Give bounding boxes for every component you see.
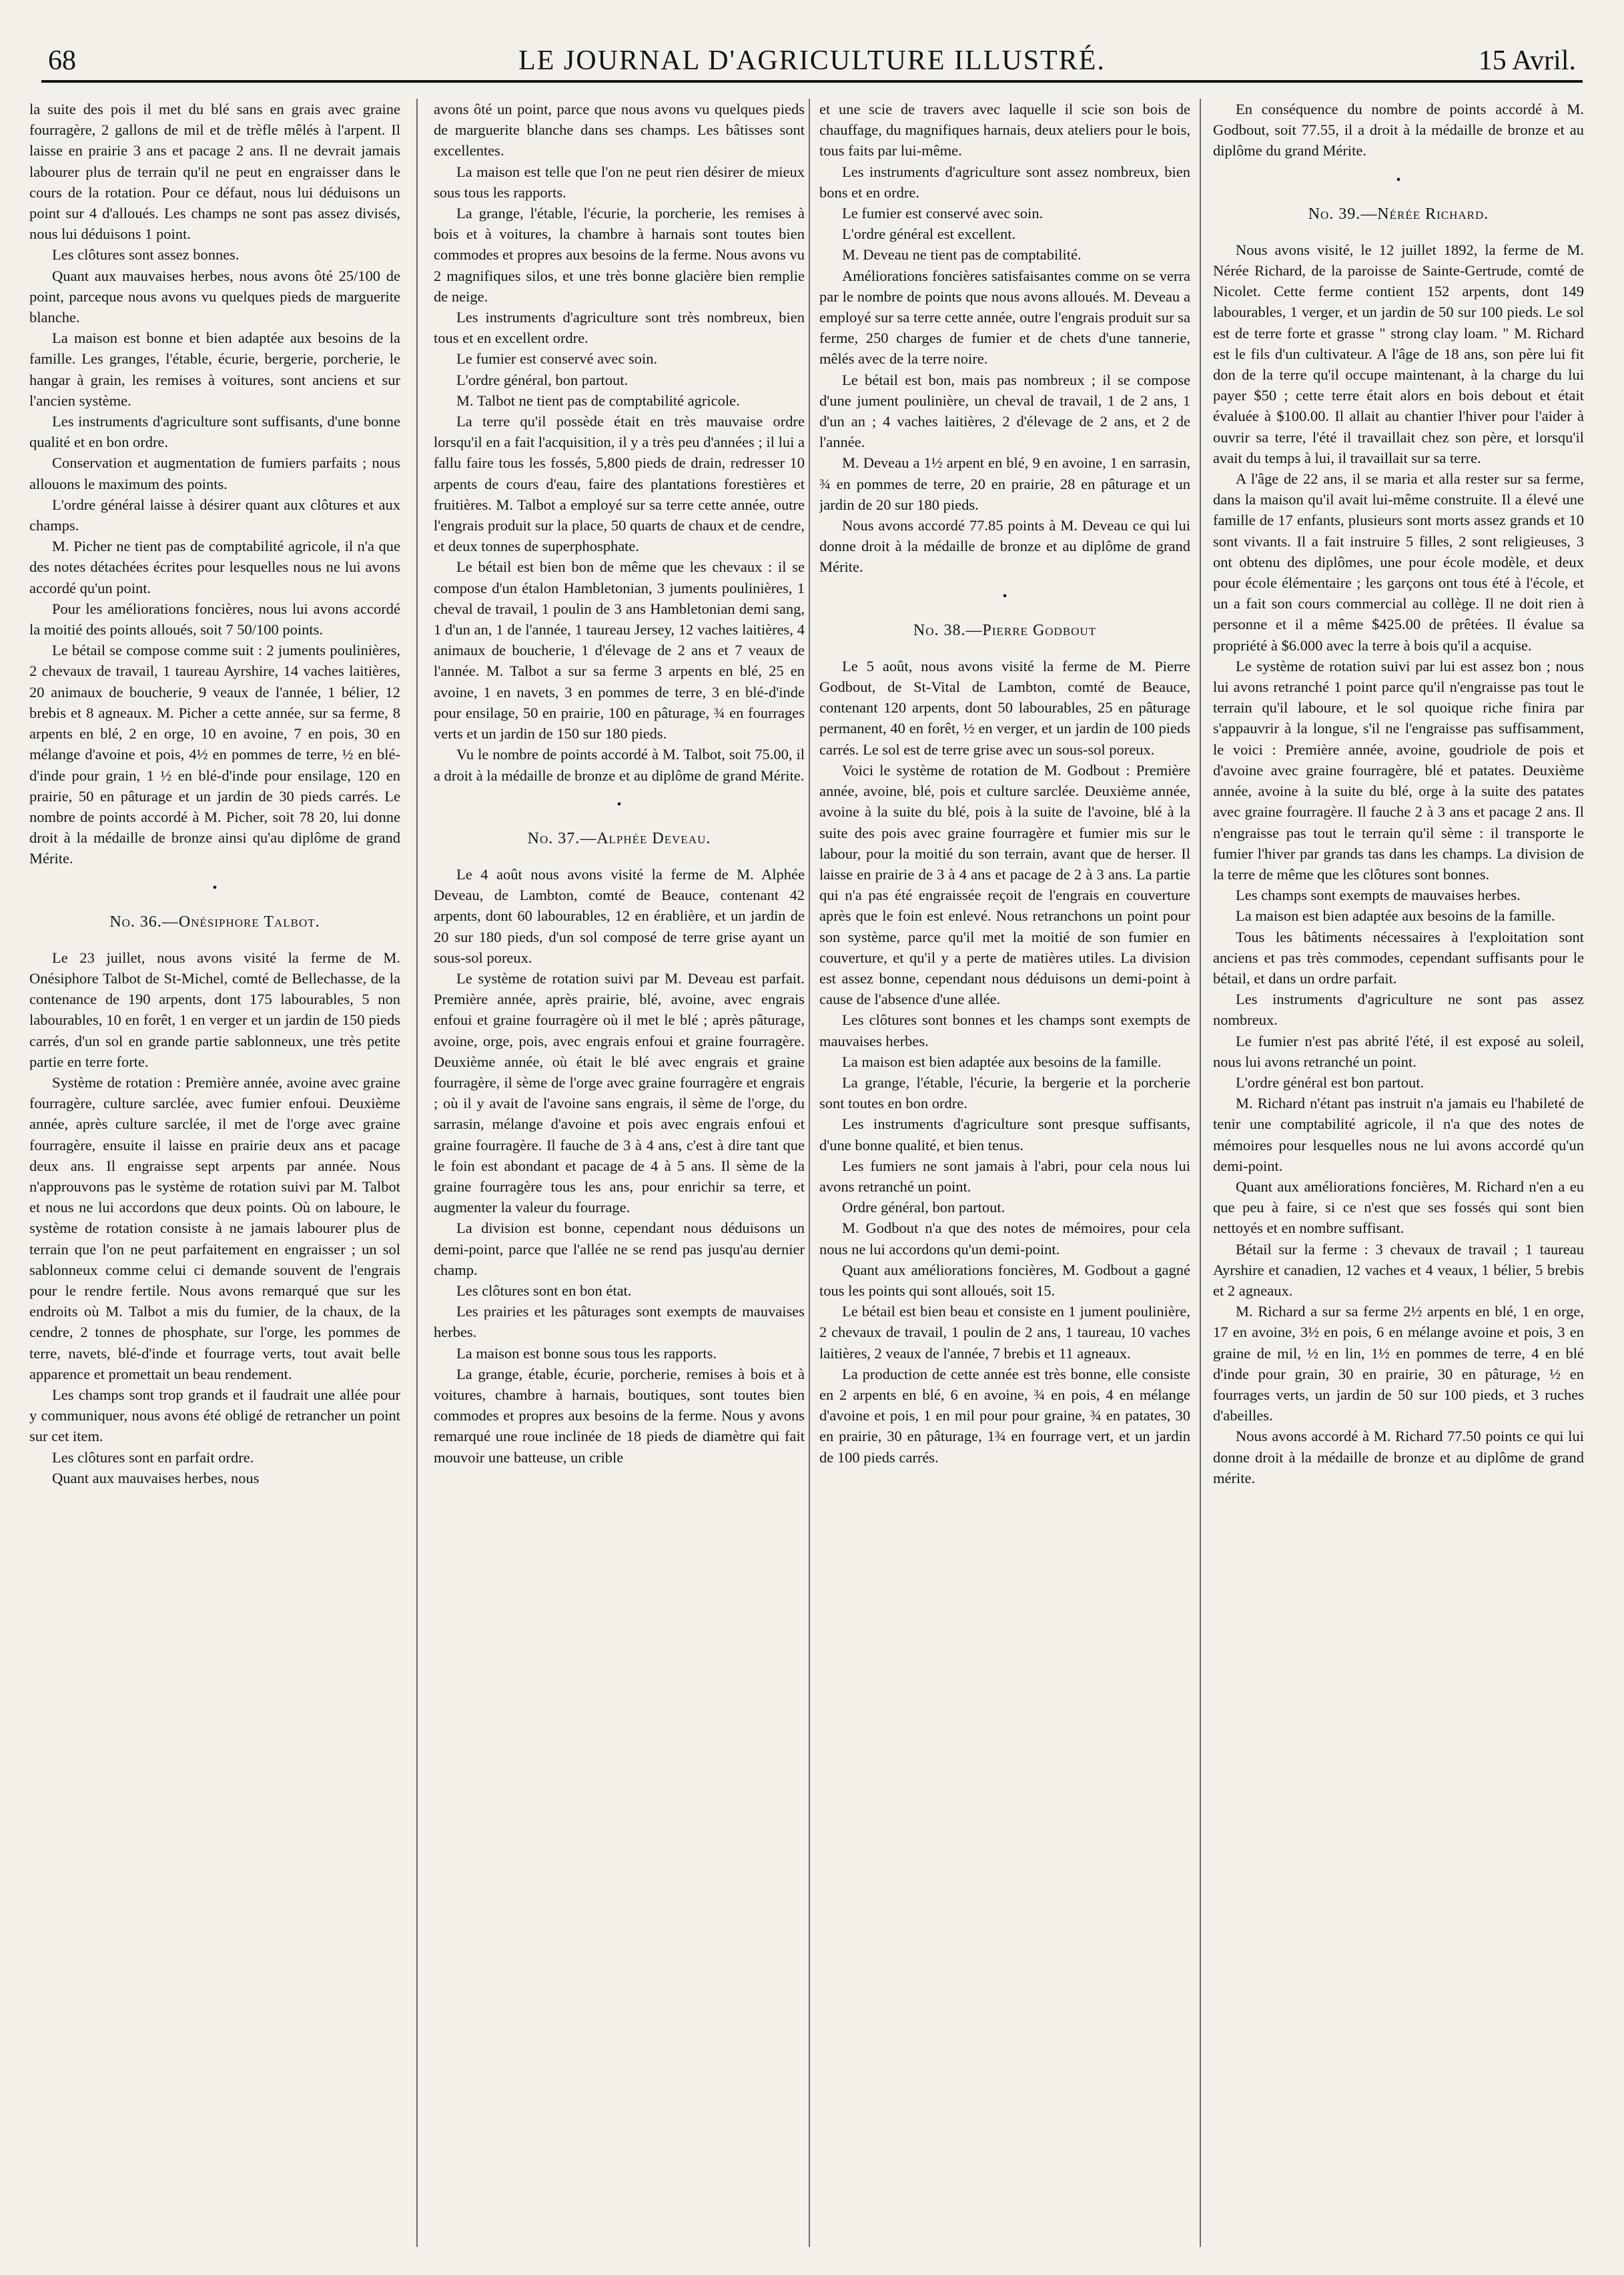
paragraph: La maison est bonne sous tous les rapports. bbox=[456, 1344, 717, 1362]
paragraph: et une scie de travers avec laquelle il scie son bois de chauffage, du magnifiques harnais, deux ateliers pour le bois, tous faits par lui-même. bbox=[819, 101, 1190, 159]
paragraph: Le bétail est bon, mais pas nombreux ; il se compose d'une jument poulinière, un cheval de travail, 1 de 2 ans, 1 d'un an ; 4 vaches laitières, 2 d'élevage de 2 ans, et 2 de l'année. bbox=[819, 371, 1190, 451]
paragraph: Bétail sur la ferme : 3 chevaux de travail ; 1 taureau Ayrshire et canadien, 12 vaches et 4 veaux, 1 bélier, 5 brebis et 2 agneaux. bbox=[1213, 1240, 1584, 1299]
section-ornament: • bbox=[1002, 588, 1007, 604]
paragraph: Le fumier est conservé avec soin. bbox=[842, 205, 1044, 222]
section-heading-39: No. 39.—Nérée Richard. bbox=[1308, 205, 1489, 223]
paragraph: La maison est bonne et bien adaptée aux besoins de la famille. Les granges, l'étable, écurie, bergerie, porcherie, le hangar à grain, les remises à voitures, sont anciens et sur l'ancien système. bbox=[29, 330, 400, 409]
paragraph: Quant aux mauvaises herbes, nous avons ôté 25/100 de point, parceque nous avons vu quelques pieds de marguerite blanche. bbox=[29, 267, 400, 326]
paragraph: Les clôtures sont bonnes et les champs sont exempts de mauvaises herbes. bbox=[819, 1011, 1190, 1049]
paragraph: La maison est bien adaptée aux besoins de la famille. bbox=[1236, 907, 1555, 925]
paragraph: M. Picher ne tient pas de comptabilité agricole, il n'a que des notes détachées écrites pour lesquelles nous ne lui avons accordé qu'un point. bbox=[29, 538, 400, 596]
column-1 bbox=[29, 99, 400, 2247]
paragraph: Pour les améliorations foncières, nous lui avons accordé la moitié des points alloués, soit 7 50/100 points. bbox=[29, 600, 400, 638]
paragraph: Les fumiers ne sont jamais à l'abri, pour cela nous lui avons retranché un point. bbox=[819, 1157, 1190, 1195]
paragraph: Les clôtures sont assez bonnes. bbox=[52, 246, 240, 264]
paragraph: M. Godbout n'a que des notes de mémoires, pour cela nous ne lui accordons qu'un demi-point. bbox=[819, 1220, 1190, 1258]
paragraph: Les instruments d'agriculture sont assez nombreux, bien bons et en ordre. bbox=[819, 163, 1190, 201]
paragraph: Les clôtures sont en bon état. bbox=[456, 1282, 632, 1299]
column-rule bbox=[809, 99, 810, 2247]
paragraph: La maison est telle que l'on ne peut rien désirer de mieux sous tous les rapports. bbox=[434, 163, 805, 201]
column-2 bbox=[434, 99, 805, 2247]
paragraph: Le bétail se compose comme suit : 2 juments poulinières, 2 chevaux de travail, 1 taureau Ayrshire, 14 vaches laitières, 20 animaux de boucherie, 9 veaux de l'année, 1 bélier, 12 brebis et 8 agneaux. M. Picher a cette année, sur sa ferme, 8 arpents en blé, 2 en orge, 10 en avoine, 7 en pois, 30 en mélange d'avoine et pois, 4½ en pommes de terre, ½ en blé-d'inde pour grain, 1 ½ en blé-d'inde pour ensilage, 120 en prairie, 50 en pâturage et un jardin de 30 pieds carrés. Le nombre de points accordé à M. Picher, soit 78 20, lui donne droit à la médaille de bronze ainsi qu'au diplôme de grand Mérite. bbox=[29, 642, 400, 867]
section-ornament: • bbox=[1396, 172, 1401, 187]
paragraph: Nous avons accordé à M. Richard 77.50 points ce qui lui donne droit à la médaille de bronze et au diplôme de grand mérite. bbox=[1213, 1428, 1584, 1486]
section-ornament: • bbox=[212, 880, 218, 895]
page-number: 68 bbox=[48, 45, 76, 76]
paragraph: Les champs sont trop grands et il faudrait une allée pour y communiquer, nous avons été obligé de retrancher un point sur cet item. bbox=[29, 1386, 400, 1445]
paragraph: Quant aux améliorations foncières, M. Richard n'en a eu que peu à faire, si ce n'est que ses fossés qui sont bien nettoyés et en nombre suffisant. bbox=[1213, 1178, 1584, 1237]
paragraph: Améliorations foncières satisfaisantes comme on se verra par le nombre de points que nous avons alloués. M. Deveau a employé sur sa terre cette année, outre l'engrais produit sur sa ferme, 250 charges de fumier et de chets d'une tannerie, mêlés avec de la terre noire. bbox=[819, 267, 1190, 368]
paragraph: Les instruments d'agriculture ne sont pas assez nombreux. bbox=[1213, 991, 1584, 1029]
issue-date: 15 Avril. bbox=[1478, 45, 1576, 76]
paragraph: L'ordre général laisse à désirer quant aux clôtures et aux champs. bbox=[29, 496, 400, 534]
paragraph: Nous avons accordé 77.85 points à M. Deveau ce qui lui donne droit à la médaille de bronze et au diplôme de grand Mérite. bbox=[819, 517, 1190, 576]
section-heading-36: No. 36.—Onésiphore Talbot. bbox=[109, 913, 320, 931]
column-4 bbox=[1213, 99, 1584, 2247]
column-3 bbox=[819, 99, 1190, 2247]
paragraph: La maison est bien adaptée aux besoins de la famille. bbox=[842, 1053, 1162, 1070]
paragraph: Le bétail est bien bon de même que les chevaux : il se compose d'un étalon Hambletonian, 3 juments poulinières, 1 cheval de travail, 1 poulin de 3 ans Hambletonian demi sang, 1 d'un an, 1 de l'année, 1 taureau Jersey, 12 vaches laitières, 4 animaux de boucherie, 1 d'élevage de 2 ans et 7 veaux de l'année. M. Talbot a sur sa ferme 3 arpents en blé, 25 en avoine, 1 en navets, 3 en pommes de terre, 3 en blé-d'inde pour ensilage, 50 en prairie, 100 en pâturage, ¾ en fourrages verts et un jardin de 150 sur 180 pieds. bbox=[434, 558, 805, 743]
paragraph: Les instruments d'agriculture sont suffisants, d'une bonne qualité et en bon ordre. bbox=[29, 413, 400, 451]
section-heading-38: No. 38.—Pierre Godbout bbox=[913, 621, 1097, 639]
paragraph: Conservation et augmentation de fumiers parfaits ; nous allouons le maximum des points. bbox=[29, 454, 400, 492]
paragraph: M. Talbot ne tient pas de comptabilité agricole. bbox=[456, 392, 740, 409]
paragraph: Les instruments d'agriculture sont très nombreux, bien tous et en excellent ordre. bbox=[434, 309, 805, 347]
paragraph: Tous les bâtiments nécessaires à l'exploitation sont anciens et pas très commodes, cependant suffisants pour le bétail, et dans un ordre parfait. bbox=[1213, 928, 1584, 987]
paragraph: Les instruments d'agriculture sont presque suffisants, d'une bonne qualité, et bien tenus. bbox=[819, 1115, 1190, 1154]
paragraph: Le 23 juillet, nous avons visité la ferme de M. Onésiphore Talbot de St-Michel, comté de Bellechasse, de la contenance de 190 arpents, dont 175 labourables, 5 non labourables, 10 en forêt, 1 en verger et un jardin de 150 pieds carrés, d'un sol en grande partie sablonneux, une très petite partie en terre forte. bbox=[29, 949, 400, 1070]
paragraph: M. Deveau ne tient pas de comptabilité. bbox=[842, 246, 1082, 264]
page-header bbox=[41, 40, 1583, 83]
paragraph: la suite des pois il met du blé sans en grais avec graine fourragère, 2 gallons de mil et de trèfle mêlés à l'arpent. Il laisse en prairie 3 ans et pacage 2 ans. Il ne devrait jamais labourer plus de terrain qu'il ne peut en engraisser dans le cours de la rotation. Pour ce défaut, nous lui déduisons un point sur 4 d'alloués. Les champs ne sont pas assez divisés, nous lui déduisons 1 point. bbox=[29, 101, 400, 243]
paragraph: A l'âge de 22 ans, il se maria et alla rester sur sa ferme, dans la maison qu'il avait lui-même construite. Il a élevé une famille de 17 enfants, plusieurs sont morts assez grands et 10 sont vivants. Il a fait instruire 5 filles, 2 sont religieuses, 3 ont obtenu des diplômes, une pour école modèle, et deux pour école élémentaire ; les garçons ont tous été à l'école, et un a fait son cours commercial au collège. Il ne doit rien à personne et il a même $425.00 de prêtées. Il évalue sa propriété à $6.000 avec la terre à bois qu'il a acquise. bbox=[1213, 470, 1584, 654]
column-rule bbox=[1200, 99, 1201, 2247]
paragraph: L'ordre général est bon partout. bbox=[1236, 1073, 1425, 1091]
paragraph: La grange, étable, écurie, porcherie, remises à bois et à voitures, chambre à harnais, boutiques, sont toutes bien commodes et propres aux besoins de la ferme. Nous y avons remarqué une roue inclinée de 18 pieds de diamètre qui fait mouvoir une batteuse, un crible bbox=[434, 1365, 805, 1466]
paragraph: En conséquence du nombre de points accordé à M. Godbout, soit 77.55, il a droit à la médaille de bronze et au diplôme du grand Mérite. bbox=[1213, 101, 1584, 159]
paragraph: M. Richard n'étant pas instruit n'a jamais eu l'habileté de tenir une comptabilité agricole, il n'a que des notes de mémoires pour lesquelles nous ne lui avons accordé qu'un demi-point. bbox=[1213, 1095, 1584, 1174]
paragraph: Le bétail est bien beau et consiste en 1 jument poulinière, 2 chevaux de travail, 1 poulin de 2 ans, 1 taureau, 10 vaches laitières, 2 veaux de l'année, 7 brebis et 11 agneaux. bbox=[819, 1303, 1190, 1362]
paragraph: La terre qu'il possède était en très mauvaise ordre lorsqu'il en a fait l'acquisition, il y a très peu d'années ; il lui a fallu faire tous les fossés, 5,800 pieds de drain, redresser 10 arpents de cours d'eau, faire des plantations forestières et fruitières. M. Talbot a employé sur sa terre cette année, outre l'engrais produit sur la place, 50 quarts de chaux et de cendre, et deux tonnes de superphosphate. bbox=[434, 413, 805, 555]
paragraph: Le système de rotation suivi par lui est assez bon ; nous lui avons retranché 1 point parce qu'il n'engraisse pas tout le terrain qu'il laboure, et le sol quoique riche finira par s'appauvrir à la longue, s'il ne l'engraisse pas suffisamment, le voici : Première année, avoine, goudriole de pois et d'avoine avec graine fourragère, blé et patates. Deuxième année, avoine à la suite du blé, orge à la suite des patates avec graine fourragère. Il fauche 2 à 3 ans et pacage 2 ans. Il n'engraisse pas tout le terrain qu'il sème : il transporte le fumier l'hiver par grands tas dans les champs. La division de la terre de même que les clôtures sont bonnes. bbox=[1213, 657, 1584, 883]
paragraph: Les champs sont exempts de mauvaises herbes. bbox=[1236, 887, 1521, 904]
section-heading-37: No. 37.—Alphée Deveau. bbox=[527, 829, 711, 847]
paragraph: Nous avons visité, le 12 juillet 1892, la ferme de M. Nérée Richard, de la paroisse de Sainte-Gertrude, comté de Nicolet. Cette ferme contient 152 arpents, dont 149 labourables, 1 verger, et un jardin de 50 sur 100 pieds. Le sol est de terre forte et grasse " strong clay loam. " M. Richard est le fils d'un cultivateur. A l'âge de 18 ans, son père lui fit don de la terre qu'il occupe maintenant, à la charge du lui payer $50 ; cette terre était alors en bois debout et était évaluée à $100.00. Il allait au chantier l'hiver pour l'aider à ouvrir sa terre, l'été il travaillait chez son père, et lorsqu'il avait du temps à lui, il travaillait sur sa terre. bbox=[1213, 241, 1584, 466]
journal-title: LE JOURNAL D'AGRICULTURE ILLUSTRÉ. bbox=[518, 45, 1106, 76]
paragraph: La production de cette année est très bonne, elle consiste en 2 arpents en blé, 6 en avoine, ¾ en pois, 4 en mélange d'avoine et pois, 1 en mil pour pour graine, ¾ en patates, 30 en prairie, 30 en pâturage, 1¾ en fourrage vert, et un jardin de 100 pieds carrés. bbox=[819, 1365, 1190, 1466]
paragraph: L'ordre général est excellent. bbox=[842, 225, 1016, 243]
paragraph: La division est bonne, cependant nous déduisons un demi-point, parce que l'allée ne se rend pas jusqu'au dernier champ. bbox=[434, 1220, 805, 1278]
paragraph: avons ôté un point, parce que nous avons vu quelques pieds de marguerite blanche dans ses champs. Les bâtisses sont excellentes. bbox=[434, 101, 805, 159]
section-ornament: • bbox=[617, 797, 622, 812]
paragraph: M. Deveau a 1½ arpent en blé, 9 en avoine, 1 en sarrasin, ¾ en pommes de terre, 20 en prairie, 28 en pâturage et un jardin de 20 sur 180 pieds. bbox=[819, 454, 1190, 513]
paragraph: Voici le système de rotation de M. Godbout : Première année, avoine, blé, pois et culture sarclée. Deuxième année, avoine à la suite du blé, pois à la suite de l'avoine, blé à la suite des pois avec graine fourragère et fumier mis sur le labour, pour la moitié du son terrain, avant que de herser. Il laisse en prairie de 3 à 4 ans et pacage de 2 à 3 ans. La partie qui n'a pas été engraissée reçoit de l'engrais en couverture après que le foin est enlevé. Nous retranchons un point pour son système, parce qu'il met la moitié de son fumier en couverture, et qu'il y a perte de matières utiles. La division est assez bonne, cependant nous déduisons un demi-point à cause de l'absence d'une allée. bbox=[819, 761, 1190, 1008]
paragraph: Les prairies et les pâturages sont exempts de mauvaises herbes. bbox=[434, 1303, 805, 1341]
paragraph: La grange, l'étable, l'écurie, la bergerie et la porcherie sont toutes en bon ordre. bbox=[819, 1073, 1190, 1112]
paragraph: La grange, l'étable, l'écurie, la porcherie, les remises à bois et à voitures, la chambre à harnais sont toutes bien commodes et propres aux besoins de la ferme. Nous avons vu 2 magnifiques silos, et une très bonne glacière bien remplie de neige. bbox=[434, 205, 805, 305]
paragraph: L'ordre général, bon partout. bbox=[456, 371, 629, 388]
paragraph: Les clôtures sont en parfait ordre. bbox=[52, 1448, 254, 1466]
column-rule bbox=[416, 99, 418, 2247]
paragraph: M. Richard a sur sa ferme 2½ arpents en blé, 1 en orge, 17 en avoine, 3½ en pois, 6 en mélange avoine et pois, 3 en graine de mil, ½ en lin, 1½ en pommes de terre, 4 en blé d'inde pour grain, 30 en prairie, 30 en pâturage, ½ en fourrages verts, un jardin de 50 sur 100 pieds, et 3 ruches d'abeilles. bbox=[1213, 1303, 1584, 1424]
paragraph: Vu le nombre de points accordé à M. Talbot, soit 75.00, il a droit à la médaille de bronze et au diplôme de grand Mérite. bbox=[434, 746, 805, 784]
paragraph: Quant aux mauvaises herbes, nous bbox=[52, 1469, 260, 1486]
paragraph: Le fumier n'est pas abrité l'été, il est exposé au soleil, nous lui avons retranché un point. bbox=[1213, 1032, 1584, 1070]
paragraph: Quant aux améliorations foncières, M. Godbout a gagné tous les points qui sont alloués, soit 15. bbox=[819, 1261, 1190, 1299]
paragraph: Le 5 août, nous avons visité la ferme de M. Pierre Godbout, de St-Vital de Lambton, comté de Beauce, contenant 120 arpents, dont 50 labourables, 25 en pâturage permanent, 40 en forêt, ½ en verger, et un jardin de 100 pieds carrés. Le sol est de terre grise avec un sous-sol poreux. bbox=[819, 657, 1190, 758]
paragraph: Ordre général, bon partout. bbox=[842, 1199, 1005, 1216]
paragraph: Système de rotation : Première année, avoine avec graine fourragère, culture sarclée, avec fumier enfoui. Deuxième année, après culture sarclée, il met de l'orge avec graine fourragère, ensuite il laisse en prairie deux ans et pacage deux ans. Il engraisse sept arpents par année. Nous n'approuvons pas le système de rotation suivi par M. Talbot et nous ne lui accordons que deux points. Où on laboure, le système de rotation consiste à ne jamais labourer plus de terrain que l'on ne peut parfaitement en engraisser ; un sol sablonneux comme celui ci demande souvent de l'engrais pour le rendre fertile. Nous avons remarqué que sur les endroits où M. Talbot a mis du fumier, de la chaux, de la cendre, 2 tonnes de phosphate, sur l'orge, les pommes de terre, navets, blé-d'inde et fourrage verts, tout avait belle apparence et promettait un beau rendement. bbox=[29, 1073, 400, 1382]
paragraph: Le système de rotation suivi par M. Deveau est parfait. Première année, après prairie, blé, avoine, avec engrais enfoui et graine fourragère où il met le blé ; après pâturage, avoine, orge, pois, avec engrais enfoui et graine fourragère. Deuxième année, où était le blé avec engrais et graine fourragère, il sème de l'orge avec graine fourragère et engrais ; où il y avait de l'avoine sans engrais, il sème de l'orge, du sarrasin, mélange d'avoine et pois avec engrais enfoui et graine fourragère. Il fauche de 3 à 4 ans, c'est à dire tant que le foin est abondant et pacage de 4 à 5 ans. Il sème de la graine fourragère tous les ans, pour enrichir sa terre, et augmenter la valeur du fourrage. bbox=[434, 969, 805, 1216]
paragraph: Le 4 août nous avons visité la ferme de M. Alphée Deveau, de Lambton, comté de Beauce, contenant 42 arpents, dont 60 labourables, 12 en érablière, et un jardin de 20 sur 180 pieds, d'un sol composé de terre grise ayant un sous-sol poreux. bbox=[434, 865, 805, 966]
paragraph: Le fumier est conservé avec soin. bbox=[456, 350, 658, 368]
